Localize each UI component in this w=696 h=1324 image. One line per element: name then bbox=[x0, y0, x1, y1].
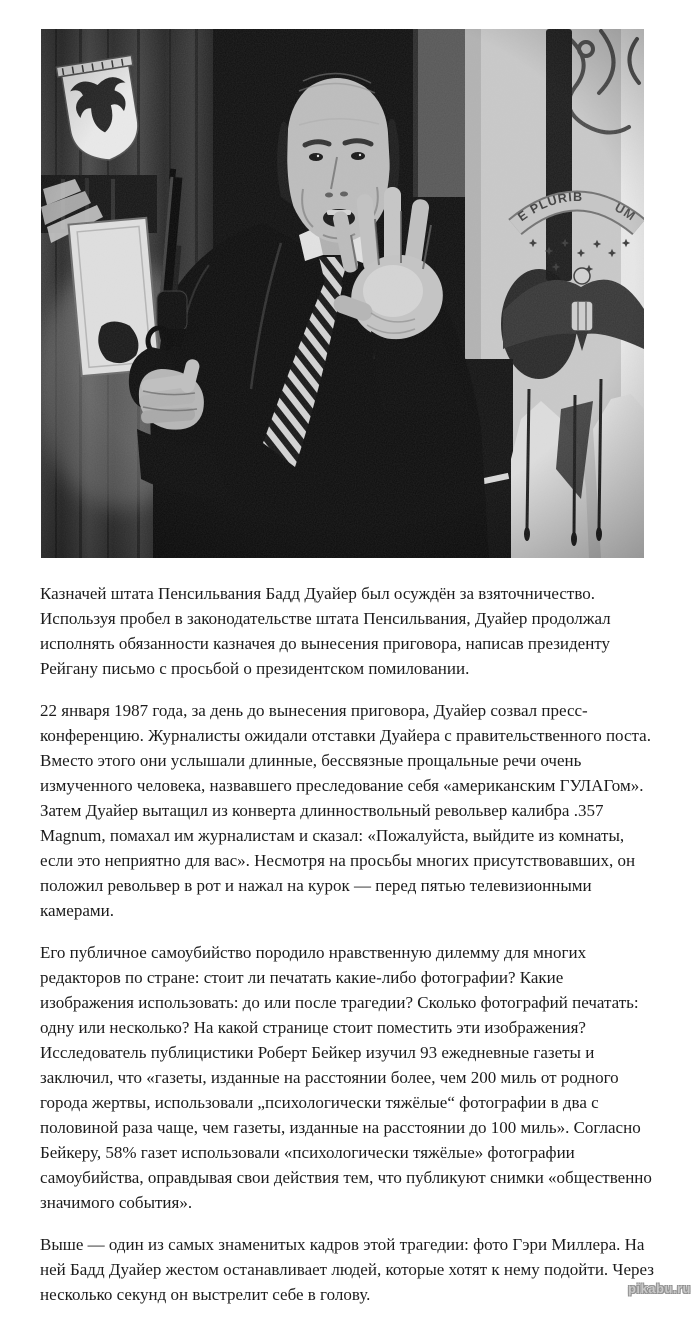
watermark: pikabu.ru bbox=[627, 1281, 691, 1296]
article-text bbox=[40, 581, 658, 1324]
photo-illustration bbox=[41, 29, 644, 558]
paragraph-editors-dilemma: Его публичное самоубийство породило нравственную дилемму для многих редакторов по стране: стоит ли печатать какие-либо фотографии? Какие изображения использовать: до или после трагедии? Сколько фотографий печатать: одну или несколько? На какой странице стоит поместить эти изображения? Исследователь публицистики Роберт Бейкер изучил 93 ежедневные газеты и заключил, что «газеты, изданные на расстоянии более, чем 200 миль от родного города жертвы, использовали „психологически тяжёлые“ фотографии в два с половиной раза чаще, чем газеты, изданные на расстоянии до 100 миль». Согласно Бейкеру, 58% газет использовали «психологически тяжёлые» фотографии самоубийства, оправдывая свои действия тем, что публикуют снимки «общественно значимого события». bbox=[40, 943, 652, 1212]
paragraph-conviction: Казначей штата Пенсильвания Бадд Дуайер был осуждён за взяточничество. Используя пробел в законодательстве штата Пенсильвания, Дуайер продолжал исполнять обязанности казначея до вынесения приговора, написав президенту Рейгану письмо с просьбой о президентском помиловании. bbox=[40, 584, 611, 678]
budd-dwyer-photo bbox=[41, 29, 644, 558]
paragraph-photo-caption: Выше — один из самых знаменитых кадров этой трагедии: фото Гэри Миллера. На ней Бадд Дуайер жестом останавливает людей, которые хотят к нему подойти. Через несколько секунд он выстрелит себе в голову. bbox=[40, 1235, 654, 1304]
vignette bbox=[41, 29, 644, 558]
paragraph-press-conference: 22 января 1987 года, за день до вынесения приговора, Дуайер созвал пресс-конференцию. Журналисты ожидали отставки Дуайера с правительственного поста. Вместо этого они услышали длинные, бессвязные прощальные речи очень измученного человека, назвавшего преследование себя «американским ГУЛАГом». Затем Дуайер вытащил из конверта длинноствольный револьвер калибра .357 Magnum, помахал им журналистам и сказал: «Пожалуйста, выйдите из комнаты, если это неприятно для вас». Несмотря на просьбы многих присутствовавших, он положил револьвер в рот и нажал на курок — перед пятью телевизионными камерами. bbox=[40, 701, 651, 920]
